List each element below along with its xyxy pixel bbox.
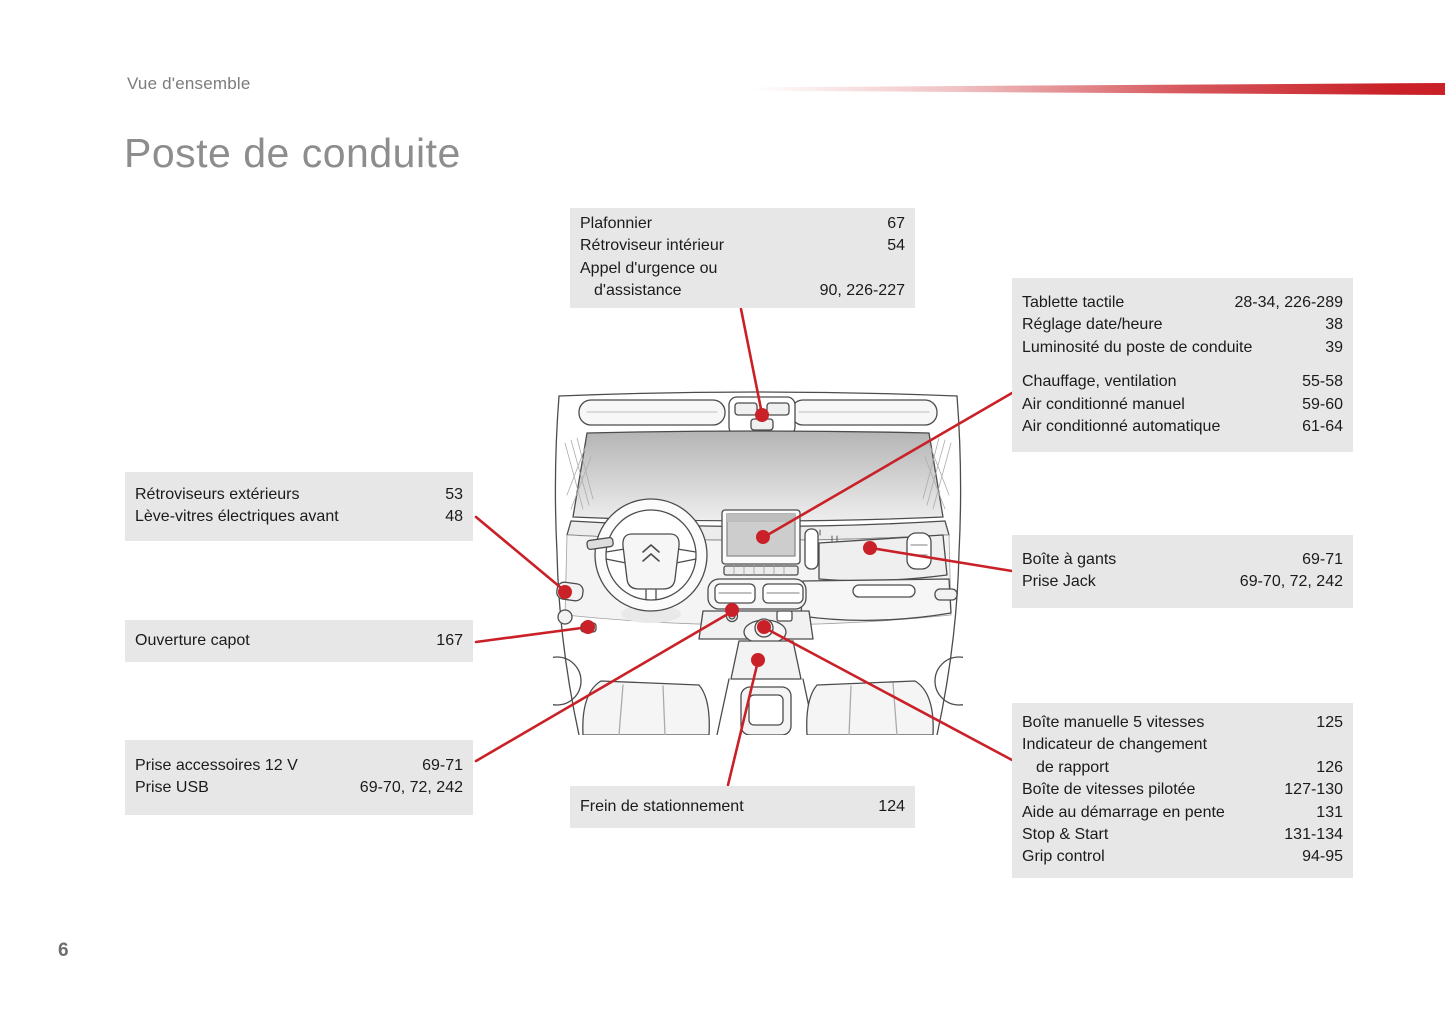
entry-pages: 131-134: [1284, 826, 1343, 844]
entry-pages: 124: [878, 798, 905, 815]
right-side-vent: [907, 533, 931, 569]
entry-label: Aide au démarrage en pente: [1022, 803, 1225, 821]
callout-row: [1022, 734, 1343, 779]
callout-row: [580, 258, 905, 303]
callout-row: [1022, 292, 1343, 314]
callout-row: [135, 506, 463, 528]
entry-label: Air conditionné automatique: [1022, 418, 1221, 436]
entry-label: Rétroviseur intérieur: [580, 237, 725, 255]
entry-label: Stop & Start: [1022, 826, 1109, 844]
entry-label: Ouverture capot: [135, 632, 250, 649]
entry-label: Boîte de vitesses pilotée: [1022, 781, 1196, 799]
glovebox-handle: [853, 585, 915, 597]
steering-hub: [623, 534, 679, 589]
right-door-speaker: [935, 657, 963, 705]
entry-pages: 131: [1316, 803, 1343, 821]
section-header: Vue d'ensemble: [127, 74, 251, 93]
entry-label: Tablette tactile: [1022, 294, 1125, 311]
entry-label: Prise accessoires 12 V: [135, 757, 298, 774]
entry-label: Boîte à gants: [1022, 551, 1117, 568]
callout-box-tablet-climate: [1012, 278, 1353, 452]
mirror-adjust-knob: [558, 610, 572, 624]
window-switch-pod: [556, 581, 584, 601]
entry-label: Chauffage, ventilation: [1022, 373, 1177, 391]
entry-label: Luminosité du poste de conduite: [1022, 338, 1253, 356]
entry-label: Lève-vitres électriques avant: [135, 508, 339, 526]
entry-label: Boîte manuelle 5 vitesses: [1022, 714, 1205, 731]
callout-box-sockets: [125, 740, 473, 815]
entry-pages: 94-95: [1302, 848, 1343, 866]
callout-row: [1022, 779, 1343, 801]
callout-row: [1022, 712, 1343, 734]
entry-pages: 69-71: [422, 757, 463, 774]
callout-row: [135, 755, 463, 777]
callout-box-bonnet: [125, 620, 473, 662]
callout-row: [1022, 846, 1343, 868]
entry-label: Frein de stationnement: [580, 798, 744, 815]
callout-box-mirrors-windows: [125, 472, 473, 541]
entry-pages: 48: [445, 508, 463, 526]
entry-pages: 125: [1316, 714, 1343, 731]
callout-row: [580, 796, 905, 818]
page-number: 6: [58, 940, 69, 961]
callout-row: [135, 484, 463, 506]
driver-seat: [583, 681, 709, 735]
entry-pages: 69-71: [1302, 551, 1343, 568]
callout-box-glovebox: [1012, 535, 1353, 608]
entry-label: Plafonnier: [580, 215, 653, 232]
left-door-speaker: [553, 657, 581, 705]
callout-box-handbrake: [570, 786, 915, 828]
entry-pages: 127-130: [1284, 781, 1343, 799]
entry-pages: 69-70, 72, 242: [359, 779, 463, 797]
right-door-handle: [935, 589, 957, 600]
entry-pages: 67: [887, 215, 905, 232]
bonnet-release-lever: [581, 623, 596, 632]
page-title: Poste de conduite: [124, 130, 461, 176]
callout-row: [1022, 337, 1343, 359]
callout-row: [580, 235, 905, 257]
entry-pages: 38: [1325, 316, 1343, 334]
entry-label: Prise Jack: [1022, 573, 1096, 591]
entry-pages: 28-34, 226-289: [1234, 294, 1343, 311]
entry-pages: 53: [445, 486, 463, 503]
entry-label: Grip control: [1022, 848, 1105, 866]
entry-pages: 90, 226-227: [819, 282, 905, 300]
entry-label: Rétroviseurs extérieurs: [135, 486, 300, 503]
callout-box-overhead: [570, 208, 915, 308]
roof-line: [559, 392, 957, 396]
callout-row: [1022, 394, 1343, 416]
entry-pages: 61-64: [1302, 418, 1343, 436]
right-center-vent: [805, 529, 818, 569]
callout-box-gearbox: [1012, 703, 1353, 878]
entry-label: Air conditionné manuel: [1022, 395, 1185, 413]
group-spacer: [1022, 359, 1343, 371]
entry-label: Appel d'urgence ou d'assistance: [580, 259, 718, 300]
callout-row: [1022, 371, 1343, 393]
callout-row: [580, 213, 905, 235]
entry-pages: 126: [1316, 758, 1343, 776]
callout-row: [1022, 549, 1343, 571]
callout-row: [1022, 824, 1343, 846]
callout-row: [135, 630, 463, 652]
entry-pages: 39: [1325, 338, 1343, 356]
callout-row: [135, 777, 463, 799]
touchscreen-buttons: [724, 566, 798, 575]
entry-pages: 69-70, 72, 242: [1239, 573, 1343, 591]
entry-label: Prise USB: [135, 779, 209, 797]
dashboard-illustration: [553, 383, 963, 735]
callout-row: [1022, 416, 1343, 438]
entry-pages: 54: [887, 237, 905, 255]
red-accent-bar: [750, 83, 1445, 95]
callout-row: [1022, 571, 1343, 593]
entry-label: Indicateur de changement de rapport: [1022, 736, 1208, 776]
callout-row: [1022, 802, 1343, 824]
entry-pages: 167: [436, 632, 463, 649]
passenger-seat: [807, 681, 933, 735]
callout-row: [1022, 314, 1343, 336]
entry-label: Réglage date/heure: [1022, 316, 1163, 334]
entry-pages: 59-60: [1302, 395, 1343, 413]
entry-pages: 55-58: [1302, 373, 1343, 391]
